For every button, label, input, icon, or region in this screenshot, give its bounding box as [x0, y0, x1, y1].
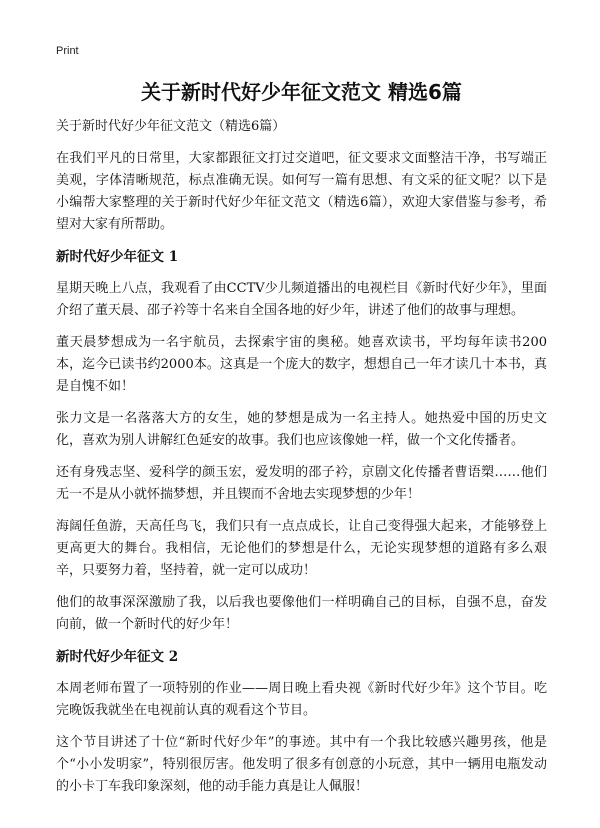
body-paragraph: 他们的故事深深激励了我，以后我也要像他们一样明确自己的目标，自强不息，奋发向前，做一个新时代的好少年！: [56, 595, 547, 632]
body-paragraph: 这个节目讲述了十位“新时代好少年”的事迹。其中有一个我比较感兴趣男孩，他是个“小小发明家”，特别很厉害。他发明了很多有创意的小玩意，其中一辆用电瓶发动的小卡丁车我印象深刻，他的动手能力真是让人佩服！: [56, 735, 547, 794]
section-1: [56, 246, 547, 636]
section-heading: 新时代好少年征文 1: [56, 249, 179, 265]
body-paragraph: 海阔任鱼游，天高任鸟飞，我们只有一点点成长，让自己变得强大起来，才能够登上更高更大的舞台。我相信，无论他们的梦想是什么，无论实现梦想的道路有多么艰辛，只要努力着，坚持着，就一定可以成功！: [56, 519, 547, 578]
body-paragraph: 张力文是一名落落大方的女生，她的梦想是成为一名主持人。她热爱中国的历史文化，喜欢为别人讲解红色延安的故事。我们也应该像她一样，做一个文化传播者。: [56, 411, 547, 448]
body-paragraph: 本周老师布置了一项特别的作业——周日晚上看央视《新时代好少年》这个节目。吃完晚饭我就坐在电视前认真的观看这个节目。: [56, 681, 547, 718]
print-link[interactable]: Print: [56, 45, 79, 57]
document-title: 关于新时代好少年征文范文 精选6篇: [141, 80, 462, 104]
body-paragraph: 还有身残志坚、爱科学的颜玉宏，爱发明的邵子衿，京剧文化传播者曹语槊……他们无一不是从小就怀揣梦想，并且锲而不舍地去实现梦想的少年！: [56, 465, 547, 502]
intro-paragraph: 在我们平凡的日常里，大家都跟征文打过交道吧，征文要求文面整洁干净，书写端正美观，字体清晰规范，标点准确无误。如何写一篇有思想、有文采的征文呢？以下是小编帮大家整理的关于新时代好少年征文范文（精选6篇），欢迎大家借鉴与参考，希望对大家有所帮助。: [56, 151, 547, 232]
body-paragraph: 星期天晚上八点，我观看了由CCTV少儿频道播出的电视栏目《新时代好少年》，里面介绍了董天晨、邵子衿等十名来自全国各地的好少年，讲述了他们的故事与理想。: [56, 281, 547, 318]
section-2: [56, 646, 547, 798]
section-heading: 新时代好少年征文 2: [56, 649, 179, 665]
document-subtitle: 关于新时代好少年征文范文（精选6篇）: [56, 119, 286, 134]
body-paragraph: 董天晨梦想成为一名宇航员，去探索宇宙的奥秘。她喜欢读书，平均每年读书200本，迄今已读书约2000本。这真是一个庞大的数字，想想自己一年才读几十本书，真是自愧不如！: [56, 335, 547, 394]
